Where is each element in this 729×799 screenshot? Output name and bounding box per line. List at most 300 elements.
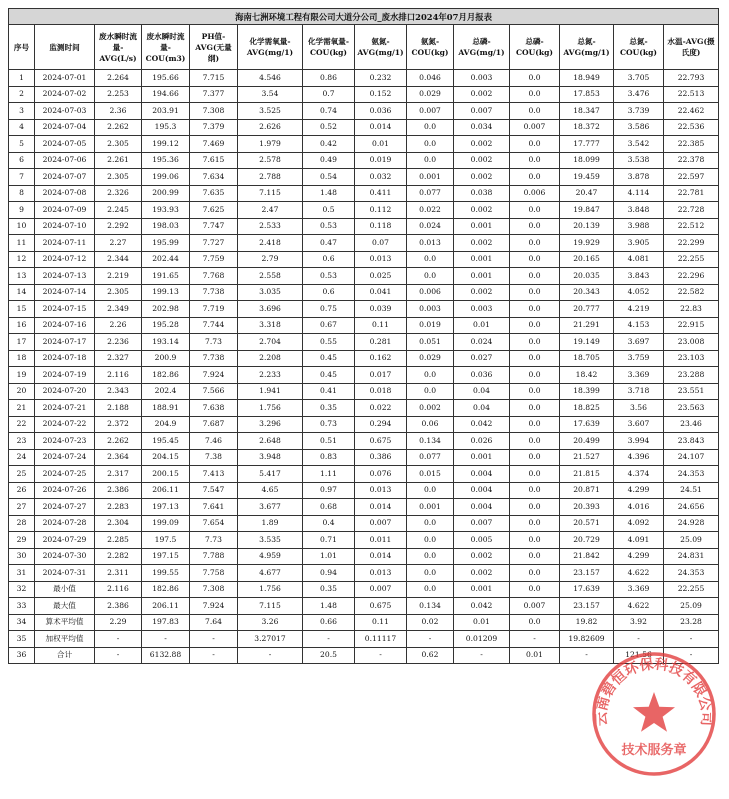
table-cell: 2.236 xyxy=(95,334,142,351)
table-cell: 0.018 xyxy=(355,383,407,400)
table-cell: 4.052 xyxy=(614,284,664,301)
table-cell: 0.046 xyxy=(407,70,454,87)
table-cell: 195.66 xyxy=(142,70,190,87)
table-cell: 2.386 xyxy=(95,598,142,615)
table-cell: 0.42 xyxy=(303,136,355,153)
table-cell: 0.04 xyxy=(454,383,510,400)
company-seal xyxy=(588,650,720,778)
table-cell: 2024-07-01 xyxy=(35,70,95,87)
table-cell: 0.0 xyxy=(407,565,454,582)
table-row xyxy=(9,532,719,549)
table-cell: 0.003 xyxy=(454,301,510,318)
table-row xyxy=(9,466,719,483)
table-cell: 4.396 xyxy=(614,449,664,466)
table-cell: 22.513 xyxy=(664,86,719,103)
table-cell: 11 xyxy=(9,235,35,252)
table-cell: 2024-07-18 xyxy=(35,350,95,367)
table-cell: 7.73 xyxy=(190,532,238,549)
table-cell: 24.656 xyxy=(664,499,719,516)
table-cell: 2024-07-24 xyxy=(35,449,95,466)
table-cell: 2.253 xyxy=(95,86,142,103)
table-cell: 2024-07-23 xyxy=(35,433,95,450)
table-cell: 20.571 xyxy=(560,515,614,532)
table-cell: 33 xyxy=(9,598,35,615)
table-cell: 7.788 xyxy=(190,548,238,565)
table-cell: 15 xyxy=(9,301,35,318)
table-cell: 0.0 xyxy=(510,548,560,565)
table-cell: 0.6 xyxy=(303,251,355,268)
table-cell: 0.004 xyxy=(454,466,510,483)
table-cell: 0.0 xyxy=(510,400,560,417)
table-cell: 0.07 xyxy=(355,235,407,252)
table-row xyxy=(9,317,719,334)
table-cell: 0.01 xyxy=(454,614,510,631)
table-cell: 0.024 xyxy=(454,334,510,351)
table-cell: 32 xyxy=(9,581,35,598)
table-cell: 0.134 xyxy=(407,598,454,615)
table-row xyxy=(9,103,719,120)
table-cell: 0.036 xyxy=(454,367,510,384)
table-cell: 2.261 xyxy=(95,152,142,169)
table-cell: 0.001 xyxy=(454,218,510,235)
table-cell: 0.68 xyxy=(303,499,355,516)
table-cell: 0.74 xyxy=(303,103,355,120)
table-cell: 7.379 xyxy=(190,119,238,136)
column-header: 监测时间 xyxy=(35,25,95,70)
table-cell: 0.002 xyxy=(407,400,454,417)
table-cell: 2.533 xyxy=(238,218,303,235)
table-cell: 0.0 xyxy=(510,218,560,235)
table-cell: 0.014 xyxy=(355,119,407,136)
table-cell: 0.013 xyxy=(355,482,407,499)
table-row xyxy=(9,235,719,252)
table-cell: 0.41 xyxy=(303,383,355,400)
table-cell: 16 xyxy=(9,317,35,334)
table-cell: 3.369 xyxy=(614,367,664,384)
table-cell: 2.26 xyxy=(95,317,142,334)
table-cell: 199.13 xyxy=(142,284,190,301)
report-table xyxy=(8,8,719,664)
table-cell: 0.0 xyxy=(510,268,560,285)
table-cell: 0.0 xyxy=(407,482,454,499)
table-cell: 4.65 xyxy=(238,482,303,499)
table-cell: 0.025 xyxy=(355,268,407,285)
table-cell: 2024-07-20 xyxy=(35,383,95,400)
table-cell: 2.29 xyxy=(95,614,142,631)
table-cell: 182.86 xyxy=(142,367,190,384)
table-row xyxy=(9,400,719,417)
table-cell: - xyxy=(190,631,238,648)
table-cell: 算术平均值 xyxy=(35,614,95,631)
table-cell: 2024-07-29 xyxy=(35,532,95,549)
table-cell: 0.06 xyxy=(407,416,454,433)
table-cell: - xyxy=(560,647,614,664)
table-cell: 3.994 xyxy=(614,433,664,450)
table-cell: 0.0 xyxy=(510,202,560,219)
table-cell: 0.0 xyxy=(510,169,560,186)
table-cell: 22.582 xyxy=(664,284,719,301)
table-cell: 24.353 xyxy=(664,565,719,582)
table-cell: 20.871 xyxy=(560,482,614,499)
table-cell: 2.282 xyxy=(95,548,142,565)
table-cell: 2024-07-31 xyxy=(35,565,95,582)
table-row xyxy=(9,70,719,87)
table-cell: 3.739 xyxy=(614,103,664,120)
table-cell: 0.002 xyxy=(454,548,510,565)
table-cell: 7.747 xyxy=(190,218,238,235)
table-cell: 197.5 xyxy=(142,532,190,549)
table-row xyxy=(9,416,719,433)
table-cell: 2024-07-25 xyxy=(35,466,95,483)
table-cell: 20.729 xyxy=(560,532,614,549)
table-cell: 0.54 xyxy=(303,169,355,186)
table-row xyxy=(9,367,719,384)
table-cell: 0.001 xyxy=(454,251,510,268)
table-cell: 199.55 xyxy=(142,565,190,582)
table-row xyxy=(9,284,719,301)
table-cell: 23.843 xyxy=(664,433,719,450)
table-cell: 1.89 xyxy=(238,515,303,532)
table-cell: 2.188 xyxy=(95,400,142,417)
table-cell: 2.372 xyxy=(95,416,142,433)
table-row xyxy=(9,581,719,598)
table-cell: 2024-07-21 xyxy=(35,400,95,417)
table-cell: 0.019 xyxy=(355,152,407,169)
table-cell: 0.032 xyxy=(355,169,407,186)
column-header: 水温-AVG(摄氏度) xyxy=(664,25,719,70)
table-cell: - xyxy=(95,647,142,664)
table-cell: 2.648 xyxy=(238,433,303,450)
table-cell: 26 xyxy=(9,482,35,499)
table-cell: 2.311 xyxy=(95,565,142,582)
table-cell: 2.264 xyxy=(95,70,142,87)
table-cell: 197.13 xyxy=(142,499,190,516)
table-row xyxy=(9,86,719,103)
table-cell: 199.12 xyxy=(142,136,190,153)
table-cell: 19.82 xyxy=(560,614,614,631)
table-cell: 23.288 xyxy=(664,367,719,384)
table-cell: 0.0 xyxy=(510,532,560,549)
table-cell: 7.46 xyxy=(190,433,238,450)
table-cell: 3.296 xyxy=(238,416,303,433)
table-row xyxy=(9,433,719,450)
table-cell: 4.374 xyxy=(614,466,664,483)
table-cell: - xyxy=(664,631,719,648)
table-cell: 3.948 xyxy=(238,449,303,466)
table-cell: 7.634 xyxy=(190,169,238,186)
table-cell: 7.738 xyxy=(190,350,238,367)
table-cell: 0.041 xyxy=(355,284,407,301)
table-cell: 0.002 xyxy=(454,202,510,219)
table-cell: 0.0 xyxy=(407,119,454,136)
table-cell: 0.01 xyxy=(510,647,560,664)
table-row xyxy=(9,268,719,285)
table-cell: 0.675 xyxy=(355,598,407,615)
table-cell: 3.535 xyxy=(238,532,303,549)
table-cell: 0.83 xyxy=(303,449,355,466)
table-cell: 25 xyxy=(9,466,35,483)
table-cell: 0.0 xyxy=(407,532,454,549)
table-cell: 7 xyxy=(9,169,35,186)
table-cell: 0.036 xyxy=(355,103,407,120)
table-cell: 0.026 xyxy=(454,433,510,450)
table-cell: 35 xyxy=(9,631,35,648)
table-cell: 4.622 xyxy=(614,598,664,615)
table-cell: 2024-07-16 xyxy=(35,317,95,334)
table-cell: 202.98 xyxy=(142,301,190,318)
table-cell: 7.687 xyxy=(190,416,238,433)
table-cell: 199.06 xyxy=(142,169,190,186)
table-cell: 0.0 xyxy=(510,581,560,598)
table-cell: 4.959 xyxy=(238,548,303,565)
table-cell: 22.536 xyxy=(664,119,719,136)
table-cell: 2024-07-04 xyxy=(35,119,95,136)
column-header: 废水瞬时流量-AVG(L/s) xyxy=(95,25,142,70)
table-cell: 7.377 xyxy=(190,86,238,103)
table-cell: 2.317 xyxy=(95,466,142,483)
table-cell: 23 xyxy=(9,433,35,450)
table-cell: 最小值 xyxy=(35,581,95,598)
table-cell: 22.385 xyxy=(664,136,719,153)
table-cell: 0.675 xyxy=(355,433,407,450)
table-cell: 36 xyxy=(9,647,35,664)
table-cell: 10 xyxy=(9,218,35,235)
table-cell: 12 xyxy=(9,251,35,268)
table-cell: 7.615 xyxy=(190,152,238,169)
table-cell: 18.372 xyxy=(560,119,614,136)
table-cell: 4.677 xyxy=(238,565,303,582)
table-cell: 18.949 xyxy=(560,70,614,87)
table-cell: 0.003 xyxy=(454,70,510,87)
table-cell: 0.001 xyxy=(454,449,510,466)
table-cell: 0.024 xyxy=(407,218,454,235)
table-cell: 19.929 xyxy=(560,235,614,252)
table-cell: 2.283 xyxy=(95,499,142,516)
table-cell: 2.208 xyxy=(238,350,303,367)
table-cell: - xyxy=(190,647,238,664)
table-cell: 0.49 xyxy=(303,152,355,169)
table-cell: 20.139 xyxy=(560,218,614,235)
table-cell: 23.551 xyxy=(664,383,719,400)
table-cell: 7.727 xyxy=(190,235,238,252)
svg-text:技术服务章: 技术服务章 xyxy=(621,743,687,758)
table-cell: 2024-07-03 xyxy=(35,103,95,120)
table-cell: 0.014 xyxy=(355,548,407,565)
table-cell: 3.988 xyxy=(614,218,664,235)
table-cell: 23.157 xyxy=(560,598,614,615)
table-cell: 7.638 xyxy=(190,400,238,417)
table-cell: - xyxy=(454,647,510,664)
table-cell: 0.029 xyxy=(407,350,454,367)
table-cell: 0.0 xyxy=(510,614,560,631)
table-cell: 4.092 xyxy=(614,515,664,532)
table-cell: 0.0 xyxy=(510,152,560,169)
table-cell: 0.001 xyxy=(454,581,510,598)
table-cell: 1.48 xyxy=(303,185,355,202)
table-cell: 0.0 xyxy=(510,317,560,334)
table-row xyxy=(9,598,719,615)
table-cell: 0.001 xyxy=(407,499,454,516)
table-cell: 0.75 xyxy=(303,301,355,318)
table-cell: 3.035 xyxy=(238,284,303,301)
table-cell: 6 xyxy=(9,152,35,169)
table-cell: 3.26 xyxy=(238,614,303,631)
table-cell: 0.0 xyxy=(510,515,560,532)
table-cell: 3.759 xyxy=(614,350,664,367)
table-cell: 18.705 xyxy=(560,350,614,367)
table-cell: 2.304 xyxy=(95,515,142,532)
table-cell: 0.411 xyxy=(355,185,407,202)
table-cell: 4.091 xyxy=(614,532,664,549)
table-cell: 0.042 xyxy=(454,598,510,615)
column-header: 序号 xyxy=(9,25,35,70)
table-cell: 3.607 xyxy=(614,416,664,433)
table-cell: 0.0 xyxy=(510,433,560,450)
table-cell: 0.003 xyxy=(407,301,454,318)
table-cell: 0.077 xyxy=(407,449,454,466)
table-cell: 199.09 xyxy=(142,515,190,532)
column-header: 总磷-AVG(mg/1) xyxy=(454,25,510,70)
table-cell: 20.499 xyxy=(560,433,614,450)
column-header: 化学需氧量-AVG(mg/1) xyxy=(238,25,303,70)
table-cell: 0.11 xyxy=(355,614,407,631)
table-cell: 4.546 xyxy=(238,70,303,87)
table-cell: 8 xyxy=(9,185,35,202)
table-cell: 0.002 xyxy=(454,169,510,186)
table-cell: 22.255 xyxy=(664,581,719,598)
table-cell: 20.777 xyxy=(560,301,614,318)
table-cell: 197.15 xyxy=(142,548,190,565)
table-cell: 17 xyxy=(9,334,35,351)
table-cell: 0.02 xyxy=(407,614,454,631)
table-cell: 0.004 xyxy=(454,482,510,499)
table-cell: 3.27017 xyxy=(238,631,303,648)
table-cell: 2024-07-30 xyxy=(35,548,95,565)
table-cell: 195.3 xyxy=(142,119,190,136)
table-cell: 17.777 xyxy=(560,136,614,153)
table-row xyxy=(9,631,719,648)
table-cell: 0.53 xyxy=(303,218,355,235)
table-cell: 195.28 xyxy=(142,317,190,334)
table-row xyxy=(9,350,719,367)
table-cell: 2.79 xyxy=(238,251,303,268)
table-cell: 0.04 xyxy=(454,400,510,417)
table-cell: 0.45 xyxy=(303,350,355,367)
table-cell: 4.299 xyxy=(614,482,664,499)
table-cell: 22.296 xyxy=(664,268,719,285)
table-cell: 25.09 xyxy=(664,532,719,549)
table-cell: 0.386 xyxy=(355,449,407,466)
table-cell: 2.788 xyxy=(238,169,303,186)
table-cell: 0.007 xyxy=(355,515,407,532)
table-cell: 27 xyxy=(9,499,35,516)
table-cell: 2.305 xyxy=(95,136,142,153)
table-cell: 2024-07-10 xyxy=(35,218,95,235)
table-cell: 25.09 xyxy=(664,598,719,615)
table-row xyxy=(9,119,719,136)
table-cell: 3.476 xyxy=(614,86,664,103)
table-cell: 0.011 xyxy=(355,532,407,549)
table-cell: 0.94 xyxy=(303,565,355,582)
table-cell: 18 xyxy=(9,350,35,367)
table-cell: 0.134 xyxy=(407,433,454,450)
table-cell: 20.035 xyxy=(560,268,614,285)
table-cell: - xyxy=(95,631,142,648)
table-cell: - xyxy=(614,631,664,648)
table-cell: 0.0 xyxy=(510,466,560,483)
table-cell: 0.001 xyxy=(454,268,510,285)
table-cell: 2024-07-02 xyxy=(35,86,95,103)
table-cell: 0.038 xyxy=(454,185,510,202)
table-cell: 2024-07-26 xyxy=(35,482,95,499)
table-row xyxy=(9,136,719,153)
table-cell: 0.51 xyxy=(303,433,355,450)
table-cell: - xyxy=(355,647,407,664)
table-cell: 0.53 xyxy=(303,268,355,285)
table-cell: 0.0 xyxy=(407,383,454,400)
column-header: 废水瞬时流量-COU(m3) xyxy=(142,25,190,70)
table-cell: 204.9 xyxy=(142,416,190,433)
table-cell: 1.11 xyxy=(303,466,355,483)
table-cell: 3.56 xyxy=(614,400,664,417)
table-cell: 2.292 xyxy=(95,218,142,235)
table-cell: 2.626 xyxy=(238,119,303,136)
table-cell: 0.0 xyxy=(510,86,560,103)
table-cell: 0.002 xyxy=(454,284,510,301)
table-cell: - xyxy=(142,631,190,648)
table-cell: 7.924 xyxy=(190,598,238,615)
table-cell: 1 xyxy=(9,70,35,87)
table-cell: 2.262 xyxy=(95,433,142,450)
table-cell: 22.597 xyxy=(664,169,719,186)
table-cell: 195.45 xyxy=(142,433,190,450)
table-cell: 0.4 xyxy=(303,515,355,532)
table-cell: 2024-07-27 xyxy=(35,499,95,516)
table-row xyxy=(9,334,719,351)
table-cell: 24.51 xyxy=(664,482,719,499)
table-cell: 0.6 xyxy=(303,284,355,301)
table-cell: 0.002 xyxy=(454,86,510,103)
table-cell: 22.462 xyxy=(664,103,719,120)
table-cell: 3.718 xyxy=(614,383,664,400)
table-cell: 0.281 xyxy=(355,334,407,351)
column-header: 氨氮-AVG(mg/1) xyxy=(355,25,407,70)
table-cell: 0.0 xyxy=(407,268,454,285)
table-cell: 20.343 xyxy=(560,284,614,301)
table-row xyxy=(9,482,719,499)
table-cell: 22.781 xyxy=(664,185,719,202)
table-cell: 0.0 xyxy=(510,136,560,153)
table-cell: 21.291 xyxy=(560,317,614,334)
table-row xyxy=(9,218,719,235)
table-cell: 0.0 xyxy=(510,334,560,351)
table-cell: 191.65 xyxy=(142,268,190,285)
table-cell: 0.0 xyxy=(510,449,560,466)
table-cell: 0.029 xyxy=(407,86,454,103)
table-cell: 2024-07-28 xyxy=(35,515,95,532)
table-cell: 0.35 xyxy=(303,400,355,417)
table-row xyxy=(9,383,719,400)
table-row xyxy=(9,614,719,631)
table-cell: 2024-07-11 xyxy=(35,235,95,252)
table-cell: 3.542 xyxy=(614,136,664,153)
table-cell: - xyxy=(407,631,454,648)
table-cell: 7.654 xyxy=(190,515,238,532)
table-cell: 0.013 xyxy=(407,235,454,252)
table-cell: 22.793 xyxy=(664,70,719,87)
table-cell: 4.081 xyxy=(614,251,664,268)
table-cell: 7.744 xyxy=(190,317,238,334)
